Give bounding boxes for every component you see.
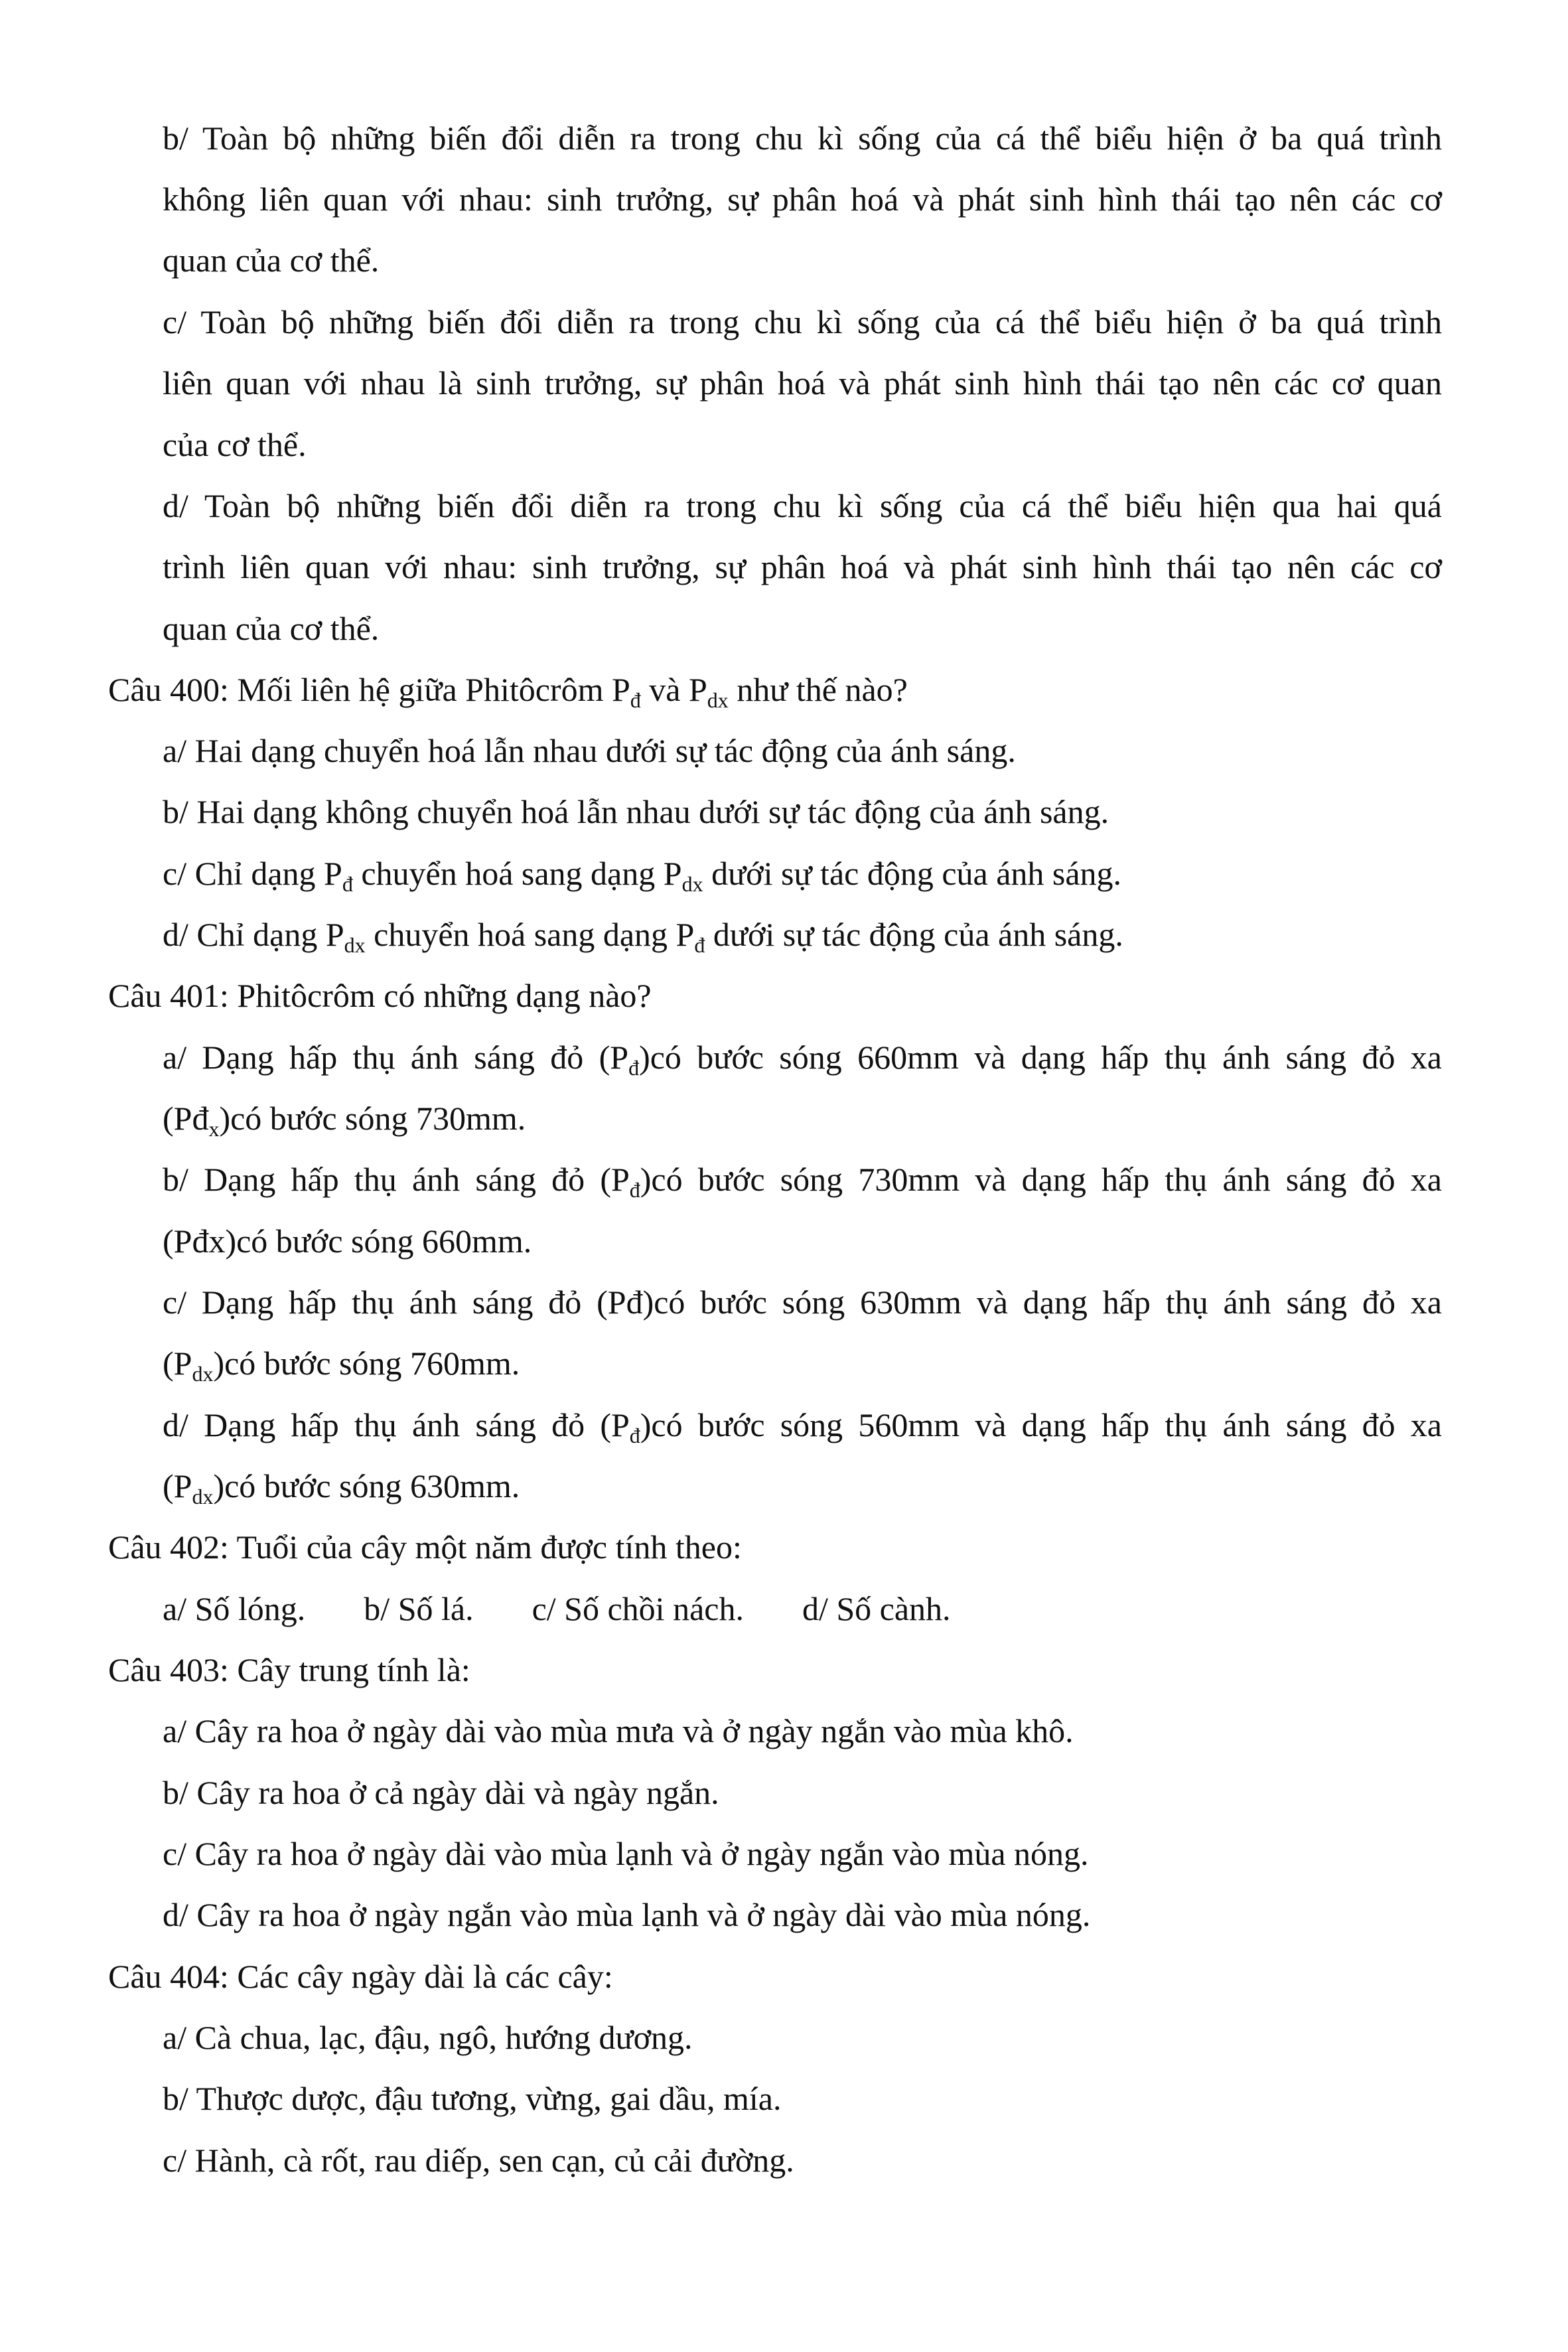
- question-404-option-a: a/ Cà chua, lạc, đậu, ngô, hướng dương.: [163, 2019, 693, 2056]
- option-d-line-1: d/ Toàn bộ những biến đổi diễn ra trong chu kì sống của cá thể biểu hiện qua hai quá: [163, 487, 1442, 524]
- option-b-line-1: b/ Toàn bộ những biến đổi diễn ra trong chu kì sống của cá thể biểu hiện ở ba quá trình: [163, 119, 1442, 157]
- option-b-line-2: không liên quan với nhau: sinh trưởng, sự phân hoá và phát sinh hình thái tạo nên các cơ: [163, 181, 1442, 218]
- option-c-line-1: c/ Toàn bộ những biến đổi diễn ra trong chu kì sống của cá thể biểu hiện ở ba quá trình: [163, 303, 1442, 340]
- question-402-stem: Câu 402: Tuổi của cây một năm được tính theo:: [108, 1528, 742, 1566]
- question-404-option-c: c/ Hành, cà rốt, rau diếp, sen cạn, củ cải đường.: [163, 2142, 794, 2179]
- question-403-option-d: d/ Cây ra hoa ở ngày ngắn vào mùa lạnh và ở ngày dài vào mùa nóng.: [163, 1896, 1091, 1933]
- question-401-option-d-line-2: $(P_{dx})có$ bước sóng 630mm.: [163, 1467, 520, 1508]
- question-402-option-b: b/ Số lá.: [364, 1590, 474, 1627]
- question-403-stem: Câu 403: Cây trung tính là:: [108, 1651, 470, 1688]
- question-401-option-d-line-1: d/ Dạng hấp thụ ánh sáng đỏ $(P_đ)có$ bước sóng 560mm và dạng hấp thụ ánh sáng đỏ xa: [163, 1406, 1442, 1447]
- question-403-option-c: c/ Cây ra hoa ở ngày dài vào mùa lạnh và ở ngày ngắn vào mùa nóng.: [163, 1835, 1089, 1872]
- question-401-option-b-line-2: (Pđx)có bước sóng 660mm.: [163, 1222, 532, 1260]
- option-d-line-2: trình liên quan với nhau: sinh trưởng, sự phân hoá và phát sinh hình thái tạo nên các cơ: [163, 548, 1442, 585]
- question-400-option-a: a/ Hai dạng chuyển hoá lẫn nhau dưới sự tác động của ánh sáng.: [163, 732, 1016, 769]
- question-402-option-d: d/ Số cành.: [802, 1590, 951, 1627]
- question-402-option-a: a/ Số lóng.: [163, 1590, 306, 1627]
- option-c-line-3: của cơ thể.: [163, 426, 307, 463]
- option-d-line-3: quan của cơ thể.: [163, 610, 380, 647]
- option-b-line-3: quan của cơ thể.: [163, 242, 380, 279]
- question-401-option-c-line-1: c/ Dạng hấp thụ ánh sáng đỏ (Pđ)có bước sóng 630mm và dạng hấp thụ ánh sáng đỏ xa: [163, 1284, 1442, 1321]
- question-401-option-b-line-1: b/ Dạng hấp thụ ánh sáng đỏ $(P_đ)có$ bước sóng 730mm và dạng hấp thụ ánh sáng đỏ xa: [163, 1161, 1442, 1202]
- question-404-stem: Câu 404: Các cây ngày dài là các cây:: [108, 1958, 613, 1995]
- question-400-stem: Câu 400: Mối liên hệ giữa Phitôcrôm $P_đ$ và $P_{dx}$ như thế nào?: [108, 671, 908, 712]
- question-404-option-b: b/ Thược dược, đậu tương, vừng, gai dầu, mía.: [163, 2080, 782, 2117]
- question-402-options: [163, 1589, 951, 1629]
- question-400-option-d: d/ Chỉ dạng $P_{dx}$ chuyển hoá sang dạng $P_đ$ dưới sự tác động của ánh sáng.: [163, 916, 1123, 957]
- question-403-option-b: b/ Cây ra hoa ở cả ngày dài và ngày ngắn.: [163, 1774, 719, 1811]
- question-401-option-c-line-2: $(P_{dx})có$ bước sóng 760mm.: [163, 1345, 520, 1386]
- question-400-option-c: c/ Chỉ dạng $P_đ$ chuyển hoá sang dạng $P_{dx}$ dưới sự tác động của ánh sáng.: [163, 855, 1122, 896]
- question-401-option-a-line-2: $(Pđ_x)có$ bước sóng 730mm.: [163, 1100, 526, 1141]
- question-401-stem: Câu 401: Phitôcrôm có những dạng nào?: [108, 977, 652, 1014]
- option-c-line-2: liên quan với nhau là sinh trưởng, sự phân hoá và phát sinh hình thái tạo nên các cơ quan: [163, 364, 1442, 402]
- question-401-option-a-line-1: a/ Dạng hấp thụ ánh sáng đỏ $(P_đ)có$ bước sóng 660mm và dạng hấp thụ ánh sáng đỏ xa: [163, 1039, 1442, 1080]
- question-402-option-c: c/ Số chồi nách.: [532, 1590, 744, 1627]
- question-400-option-b: b/ Hai dạng không chuyển hoá lẫn nhau dưới sự tác động của ánh sáng.: [163, 793, 1109, 830]
- question-403-option-a: a/ Cây ra hoa ở ngày dài vào mùa mưa và ở ngày ngắn vào mùa khô.: [163, 1712, 1074, 1749]
